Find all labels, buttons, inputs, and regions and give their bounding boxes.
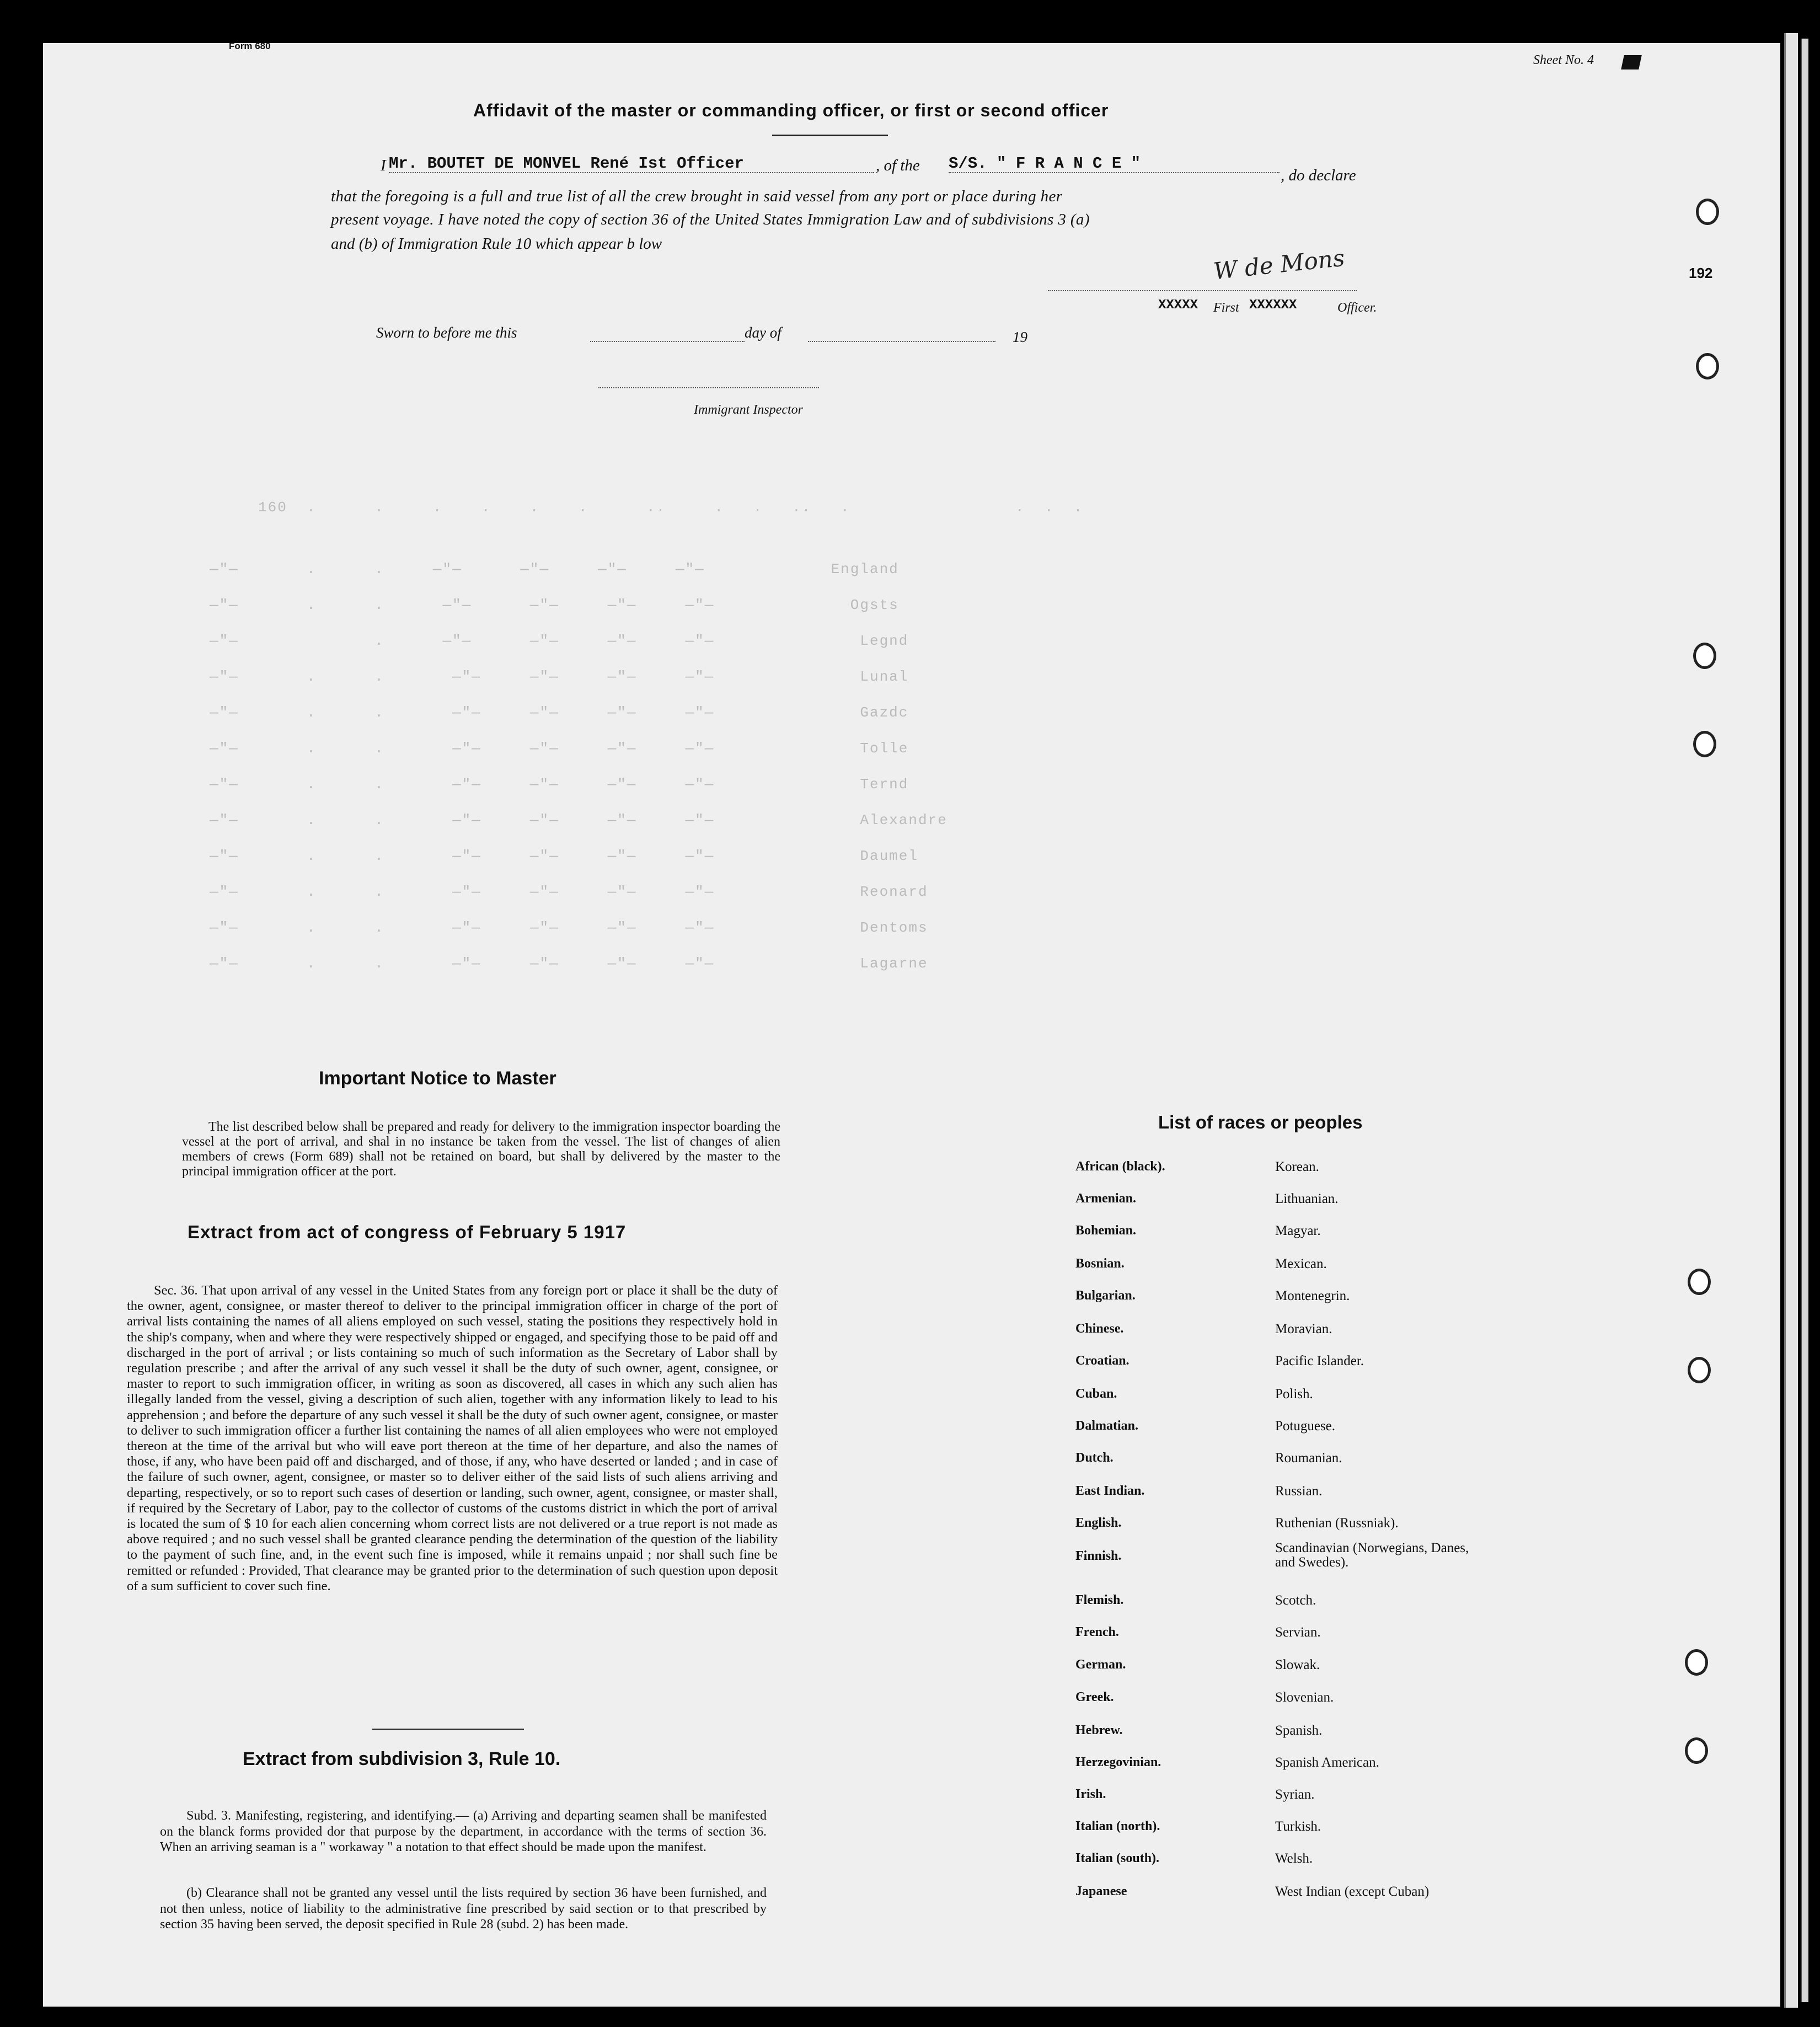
sworn-month-line xyxy=(808,341,995,342)
race-item: Bulgarian. xyxy=(1075,1288,1136,1303)
race-item: Italian (south). xyxy=(1075,1851,1160,1865)
race-item: German. xyxy=(1075,1657,1126,1672)
race-item: Magyar. xyxy=(1275,1223,1321,1238)
race-item: Spanish. xyxy=(1275,1723,1323,1738)
race-item: Italian (north). xyxy=(1075,1819,1160,1833)
race-item: Cuban. xyxy=(1075,1387,1117,1401)
declarant-line xyxy=(389,172,874,173)
inspector-label: Immigrant Inspector xyxy=(694,403,803,417)
race-item: Bohemian. xyxy=(1075,1223,1137,1238)
race-item: Dutch. xyxy=(1075,1451,1114,1465)
race-item: Spanish American. xyxy=(1275,1755,1379,1770)
affidavit-line3: present voyage. I have noted the copy of section 36 of the United States Immigration Law and of subdivisions 3 (a) xyxy=(331,211,1090,228)
officer-struck-2: XXXXXX xyxy=(1249,298,1297,313)
stamp-number: 192 xyxy=(1689,265,1713,281)
race-item: African (black). xyxy=(1075,1159,1165,1174)
title-rule xyxy=(772,135,888,136)
binder-hole xyxy=(1688,1269,1711,1295)
binder-hole xyxy=(1685,1649,1708,1676)
race-item: Japanese xyxy=(1075,1884,1127,1898)
race-item: Hebrew. xyxy=(1075,1723,1123,1737)
binder-hole xyxy=(1693,643,1716,669)
binder-hole xyxy=(1696,199,1719,225)
race-item: Syrian. xyxy=(1275,1787,1315,1802)
declarant-name: Mr. BOUTET DE MONVEL René Ist Officer xyxy=(389,154,744,173)
act-extract-text: Sec. 36. That upon arrival of any vessel in the United States from any foreign port or place it shall be the duty of the owner, agent, consignee, or master thereof to deliver to the principal immigration officer in charge of the port of arrival lists containing the names of all aliens employed on such vessel, stating the positions they respectively hold in the ship's company, when and where they were respectively shipped or engaged, and specifying those to be paid off and discharged in the port of arrival ; or lists containing so much of such information as the Secretary of Labor shall by regulation prescribe ; and after the arrival of any such vessel it shall be the duty of such owner, agent, consignee, or master to report to such immigration officer, in writing as soon as discovered, all cases in which any such alien has illegally landed from the vessel, giving a description of such alien, together with any information likely to lead to his apprehension ; and before the departure of any such vessel it shall be the duty of such owner agent, consignee, or master to deliver to such immigration officer a further list containing the names of all alien employees who were not employed thereon at the time of the arrival but who will eave port thereon at the time of her departure, and also the names of those, if any, who have been paid off and discharged, and of those, if any, who have deserted or landed ; and in case of the failure of such owner, agent, consignee, or master so to deliver either of the said lists of such aliens arriving and departing, respectively, or so to report such cases of desertion or landing, such owner, agent, consignee, or master shall, if required by the Secretary of Labor, pay to the collector of customs of the customs district in which the port of arrival is located the sum of $ 10 for each alien concerning whom correct lists are not delivered or a true report is not made as above required ; and no such vessel shall be granted clearance pending the determination of the question of the liability to the payment of such fine, and, in the event such fine is imposed, while it remains unpaid ; nor shall such fine be remitted or refunded : Provided, That clearance may be granted prior to the determination of such question upon deposit of a sum sufficient to cover such fine. xyxy=(127,1283,778,1593)
signature-line xyxy=(1048,290,1357,291)
race-item: Chinese. xyxy=(1075,1322,1124,1336)
binder-hole xyxy=(1688,1357,1711,1383)
officer-label: Officer. xyxy=(1337,301,1377,315)
race-item: Scandinavian (Norwegians, Danes, and Swedes). xyxy=(1275,1541,1469,1570)
race-item: Slowak. xyxy=(1275,1657,1320,1672)
sworn-year: 19 xyxy=(1013,329,1027,345)
race-item: Armenian. xyxy=(1075,1191,1136,1206)
of-the-label: , of the xyxy=(876,157,920,174)
binder-hole xyxy=(1685,1737,1708,1764)
race-item: Scotch. xyxy=(1275,1593,1316,1608)
page-edge xyxy=(1784,33,1798,2008)
affidavit-line2: that the foregoing is a full and true list of all the crew brought in said vessel from any port or place during her xyxy=(331,188,1063,205)
race-item: Bosnian. xyxy=(1075,1256,1125,1271)
race-item: English. xyxy=(1075,1516,1122,1530)
day-of-label: day of xyxy=(745,324,781,341)
affidavit-line4: and (b) of Immigration Rule 10 which appear b low xyxy=(331,235,662,253)
inspector-signature-line xyxy=(598,387,819,388)
race-item: Montenegrin. xyxy=(1275,1288,1350,1303)
rule-extract-title: Extract from subdivision 3, Rule 10. xyxy=(243,1748,561,1769)
race-item: Potuguese. xyxy=(1275,1419,1336,1434)
race-item: Pacific Islander. xyxy=(1275,1354,1364,1368)
act-extract-title: Extract from act of congress of February 5 1917 xyxy=(188,1222,627,1242)
affidavit-prefix: I xyxy=(381,157,386,174)
affidavit-title: Affidavit of the master or commanding officer, or first or second officer xyxy=(473,100,1109,120)
vessel-name: S/S. " F R A N C E " xyxy=(949,154,1141,173)
officer-first: First xyxy=(1213,301,1239,315)
race-item: Greek. xyxy=(1075,1690,1114,1704)
race-item: Russian. xyxy=(1275,1484,1323,1499)
bleedthrough-header: 160 . . . . . . .. . . .. . . . . xyxy=(210,499,1084,516)
race-item: Mexican. xyxy=(1275,1256,1327,1271)
race-item: West Indian (except Cuban) xyxy=(1275,1884,1430,1899)
page-edge-back xyxy=(1801,39,1808,2002)
notice-title: Important Notice to Master xyxy=(319,1068,556,1089)
race-item: Dalmatian. xyxy=(1075,1419,1138,1433)
race-item: Lithuanian. xyxy=(1275,1191,1339,1206)
race-item: Slovenian. xyxy=(1275,1690,1334,1705)
race-item: Herzegovinian. xyxy=(1075,1755,1161,1769)
race-item: Flemish. xyxy=(1075,1593,1124,1607)
race-item: Ruthenian (Russniak). xyxy=(1275,1516,1399,1531)
binder-hole xyxy=(1693,731,1716,757)
race-item: Turkish. xyxy=(1275,1819,1321,1834)
race-item: Korean. xyxy=(1275,1159,1319,1174)
binder-hole xyxy=(1696,353,1719,379)
race-item: Finnish. xyxy=(1075,1549,1122,1563)
race-item: Servian. xyxy=(1275,1625,1321,1640)
rule-extract-text-b: (b) Clearance shall not be granted any vessel until the lists required by section 36 have been furnished, and not then unless, notice of liability to the administrative fine prescribed by said section or to that prescribed by section 35 having been served, the deposit specified in Rule 28 (subd. 2) has been made. xyxy=(160,1886,767,1932)
sworn-label: Sworn to before me this xyxy=(376,324,517,341)
race-item: Croatian. xyxy=(1075,1354,1130,1368)
act-extract-rule xyxy=(372,1729,524,1730)
bleedthrough-rows: —"— . . —"— —"— —"— —"— England —"— . . —"— —"— —"— —"— Ogsts —"— . —"— —"— —"— —"— Legnd —"— . . —"— —"— —"— —"— Lunal —"— . . —"— —"— —"— —"— Gazdc —"— . . —"— —"— —"— —"— Tolle —"— . . —"— —"— —"— —"— Ternd —"— . . —"— —"— —"— —"— Alexandre —"— . . —"— —"— —"— —"— Daumel —"— . . —"— —"— —"— —"— Reonard —"— . . —"— —"— —"— —"— Dentoms —"— . . —"— —"— —"— —"— Lagarne xyxy=(210,561,948,972)
race-item: East Indian. xyxy=(1075,1484,1145,1498)
officer-signature: W de Mons xyxy=(1212,244,1346,285)
race-item: French. xyxy=(1075,1625,1119,1639)
race-item: Moravian. xyxy=(1275,1322,1332,1336)
race-item: Roumanian. xyxy=(1275,1451,1342,1466)
officer-struck-1: XXXXX xyxy=(1158,298,1198,313)
race-item: Irish. xyxy=(1075,1787,1106,1801)
rule-extract-text-a: Subd. 3. Manifesting, registering, and identifying.— (a) Arriving and departing seamen shall be manifested on the blanck forms provided dor that purpose by the department, in accordance with the terms of section 36. When an arriving seaman is a " workaway " a notation to that effect should be made upon the manifest. xyxy=(160,1809,767,1854)
race-item: Welsh. xyxy=(1275,1851,1313,1866)
sheet-number: Sheet No. 4 xyxy=(1533,53,1594,67)
sheet-number-mark xyxy=(1621,55,1642,69)
do-declare-label: , do declare xyxy=(1281,167,1356,184)
form-sheet xyxy=(43,43,1780,2007)
vessel-line xyxy=(949,172,1280,173)
form-number: Form 680 xyxy=(229,41,271,51)
notice-text: The list described below shall be prepared and ready for delivery to the immigration inspector boarding the vessel at the port of arrival, and shal in no instance be taken from the vessel. The list of changes of alien members of crews (Form 689) shall not be retained on board, but shall by delivered by the master to the principal immigration officer at the port. xyxy=(182,1120,780,1179)
race-item: Polish. xyxy=(1275,1387,1313,1402)
sworn-day-line xyxy=(590,341,745,342)
races-title: List of races or peoples xyxy=(1158,1112,1363,1132)
